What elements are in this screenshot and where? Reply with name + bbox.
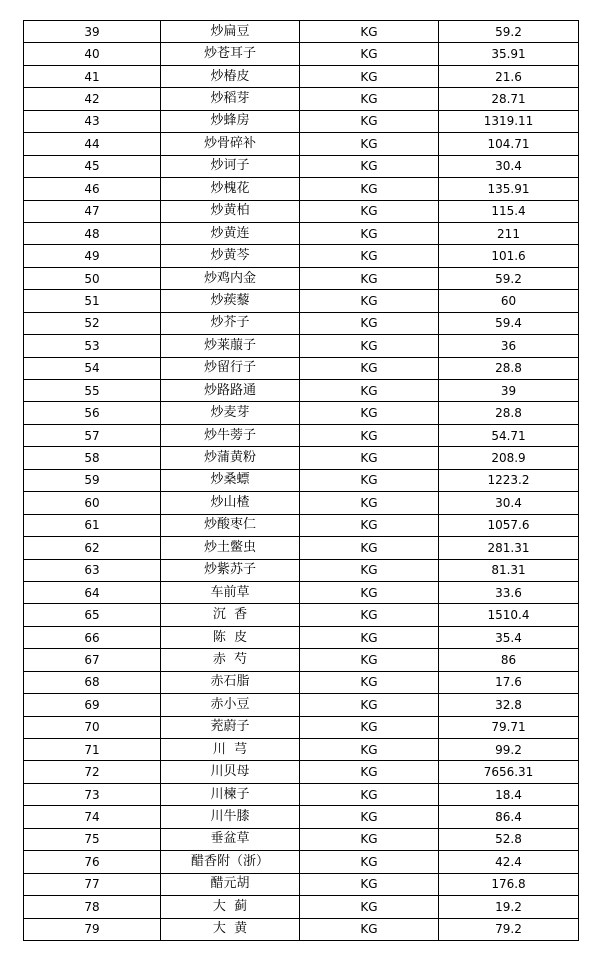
row-number-cell: 77 — [24, 873, 161, 895]
row-number-cell: 53 — [24, 335, 161, 357]
item-name-cell: 炒留行子 — [161, 357, 300, 379]
unit-cell: KG — [300, 380, 439, 402]
row-number-cell: 47 — [24, 200, 161, 222]
row-number-cell: 69 — [24, 694, 161, 716]
table-row — [24, 335, 579, 357]
price-cell: 60 — [439, 290, 579, 312]
table-row — [24, 133, 579, 155]
row-number-cell: 63 — [24, 559, 161, 581]
row-number-cell: 41 — [24, 65, 161, 87]
row-number-cell: 48 — [24, 222, 161, 244]
price-cell: 28.8 — [439, 402, 579, 424]
price-cell: 115.4 — [439, 200, 579, 222]
unit-cell: KG — [300, 783, 439, 805]
item-name-cell: 炒骨碎补 — [161, 133, 300, 155]
price-cell: 19.2 — [439, 896, 579, 918]
price-cell: 7656.31 — [439, 761, 579, 783]
item-name-cell: 川牛膝 — [161, 806, 300, 828]
price-cell: 99.2 — [439, 739, 579, 761]
row-number-cell: 72 — [24, 761, 161, 783]
unit-cell: KG — [300, 357, 439, 379]
unit-cell: KG — [300, 65, 439, 87]
item-name-cell: 赤石脂 — [161, 671, 300, 693]
item-name-cell: 川贝母 — [161, 761, 300, 783]
row-number-cell: 43 — [24, 110, 161, 132]
row-number-cell: 78 — [24, 896, 161, 918]
unit-cell: KG — [300, 469, 439, 491]
row-number-cell: 56 — [24, 402, 161, 424]
row-number-cell: 49 — [24, 245, 161, 267]
table-row — [24, 88, 579, 110]
table-row — [24, 806, 579, 828]
unit-cell: KG — [300, 806, 439, 828]
table-row — [24, 424, 579, 446]
table-row — [24, 626, 579, 648]
row-number-cell: 76 — [24, 851, 161, 873]
item-name-cell: 炒鸡内金 — [161, 267, 300, 289]
row-number-cell: 54 — [24, 357, 161, 379]
unit-cell: KG — [300, 492, 439, 514]
table-row — [24, 739, 579, 761]
price-cell: 281.31 — [439, 537, 579, 559]
item-name-cell: 炒黄芩 — [161, 245, 300, 267]
item-name-cell: 醋香附（浙） — [161, 851, 300, 873]
row-number-cell: 39 — [24, 21, 161, 43]
item-name-cell: 炒芥子 — [161, 312, 300, 334]
table-row — [24, 21, 579, 43]
item-name-cell: 炒蒲黄粉 — [161, 447, 300, 469]
row-number-cell: 66 — [24, 626, 161, 648]
row-number-cell: 73 — [24, 783, 161, 805]
table-row — [24, 828, 579, 850]
item-name-cell: 炒槐花 — [161, 178, 300, 200]
table-row — [24, 267, 579, 289]
price-cell: 1319.11 — [439, 110, 579, 132]
unit-cell: KG — [300, 694, 439, 716]
price-cell: 176.8 — [439, 873, 579, 895]
price-cell: 18.4 — [439, 783, 579, 805]
price-cell: 52.8 — [439, 828, 579, 850]
item-name-cell: 炒黄连 — [161, 222, 300, 244]
item-name-cell: 炒稻芽 — [161, 88, 300, 110]
price-cell: 39 — [439, 380, 579, 402]
price-cell: 79.2 — [439, 918, 579, 940]
unit-cell: KG — [300, 537, 439, 559]
row-number-cell: 68 — [24, 671, 161, 693]
price-cell: 59.2 — [439, 267, 579, 289]
table-row — [24, 514, 579, 536]
unit-cell: KG — [300, 178, 439, 200]
table-row — [24, 155, 579, 177]
price-cell: 208.9 — [439, 447, 579, 469]
unit-cell: KG — [300, 312, 439, 334]
price-cell: 54.71 — [439, 424, 579, 446]
unit-cell: KG — [300, 514, 439, 536]
item-name-cell: 川楝子 — [161, 783, 300, 805]
item-name-cell: 炒椿皮 — [161, 65, 300, 87]
table-row — [24, 918, 579, 940]
item-name-cell: 炒桑螵 — [161, 469, 300, 491]
unit-cell: KG — [300, 222, 439, 244]
unit-cell: KG — [300, 739, 439, 761]
unit-cell: KG — [300, 581, 439, 603]
row-number-cell: 40 — [24, 43, 161, 65]
price-cell: 28.71 — [439, 88, 579, 110]
table-row — [24, 896, 579, 918]
unit-cell: KG — [300, 267, 439, 289]
unit-cell: KG — [300, 290, 439, 312]
unit-cell: KG — [300, 21, 439, 43]
price-cell: 30.4 — [439, 155, 579, 177]
price-cell: 79.71 — [439, 716, 579, 738]
price-cell: 21.6 — [439, 65, 579, 87]
table-row — [24, 671, 579, 693]
price-cell: 36 — [439, 335, 579, 357]
table-row — [24, 851, 579, 873]
unit-cell: KG — [300, 447, 439, 469]
price-cell: 1510.4 — [439, 604, 579, 626]
price-cell: 81.31 — [439, 559, 579, 581]
unit-cell: KG — [300, 110, 439, 132]
row-number-cell: 67 — [24, 649, 161, 671]
unit-cell: KG — [300, 559, 439, 581]
table-row — [24, 245, 579, 267]
item-name-cell: 炒扁豆 — [161, 21, 300, 43]
unit-cell: KG — [300, 626, 439, 648]
row-number-cell: 71 — [24, 739, 161, 761]
item-name-cell: 大 蓟 — [161, 896, 300, 918]
row-number-cell: 42 — [24, 88, 161, 110]
unit-cell: KG — [300, 828, 439, 850]
price-table-body — [24, 21, 579, 941]
unit-cell: KG — [300, 402, 439, 424]
unit-cell: KG — [300, 896, 439, 918]
row-number-cell: 55 — [24, 380, 161, 402]
row-number-cell: 57 — [24, 424, 161, 446]
item-name-cell: 垂盆草 — [161, 828, 300, 850]
table-row — [24, 402, 579, 424]
price-cell: 32.8 — [439, 694, 579, 716]
row-number-cell: 62 — [24, 537, 161, 559]
row-number-cell: 64 — [24, 581, 161, 603]
unit-cell: KG — [300, 200, 439, 222]
unit-cell: KG — [300, 88, 439, 110]
item-name-cell: 醋元胡 — [161, 873, 300, 895]
table-row — [24, 447, 579, 469]
unit-cell: KG — [300, 761, 439, 783]
item-name-cell: 陈 皮 — [161, 626, 300, 648]
item-name-cell: 炒蒺藜 — [161, 290, 300, 312]
unit-cell: KG — [300, 873, 439, 895]
table-row — [24, 469, 579, 491]
item-name-cell: 炒苍耳子 — [161, 43, 300, 65]
unit-cell: KG — [300, 133, 439, 155]
unit-cell: KG — [300, 716, 439, 738]
price-cell: 1223.2 — [439, 469, 579, 491]
table-row — [24, 649, 579, 671]
table-row — [24, 873, 579, 895]
row-number-cell: 44 — [24, 133, 161, 155]
table-row — [24, 290, 579, 312]
item-name-cell: 炒牛蒡子 — [161, 424, 300, 446]
table-row — [24, 492, 579, 514]
row-number-cell: 51 — [24, 290, 161, 312]
row-number-cell: 46 — [24, 178, 161, 200]
item-name-cell: 大 黄 — [161, 918, 300, 940]
unit-cell: KG — [300, 335, 439, 357]
row-number-cell: 58 — [24, 447, 161, 469]
item-name-cell: 车前草 — [161, 581, 300, 603]
unit-cell: KG — [300, 671, 439, 693]
item-name-cell: 炒紫苏子 — [161, 559, 300, 581]
row-number-cell: 70 — [24, 716, 161, 738]
row-number-cell: 50 — [24, 267, 161, 289]
table-row — [24, 559, 579, 581]
unit-cell: KG — [300, 155, 439, 177]
table-row — [24, 200, 579, 222]
item-name-cell: 炒蜂房 — [161, 110, 300, 132]
unit-cell: KG — [300, 649, 439, 671]
item-name-cell: 炒酸枣仁 — [161, 514, 300, 536]
table-row — [24, 581, 579, 603]
item-name-cell: 川 芎 — [161, 739, 300, 761]
price-table — [23, 20, 579, 941]
table-row — [24, 222, 579, 244]
row-number-cell: 74 — [24, 806, 161, 828]
item-name-cell: 炒诃子 — [161, 155, 300, 177]
row-number-cell: 79 — [24, 918, 161, 940]
price-cell: 30.4 — [439, 492, 579, 514]
price-cell: 35.91 — [439, 43, 579, 65]
unit-cell: KG — [300, 918, 439, 940]
item-name-cell: 炒山楂 — [161, 492, 300, 514]
table-row — [24, 178, 579, 200]
item-name-cell: 炒莱菔子 — [161, 335, 300, 357]
row-number-cell: 75 — [24, 828, 161, 850]
item-name-cell: 沉 香 — [161, 604, 300, 626]
table-row — [24, 65, 579, 87]
price-cell: 59.2 — [439, 21, 579, 43]
table-row — [24, 783, 579, 805]
price-cell: 33.6 — [439, 581, 579, 603]
table-row — [24, 380, 579, 402]
row-number-cell: 60 — [24, 492, 161, 514]
unit-cell: KG — [300, 43, 439, 65]
item-name-cell: 赤小豆 — [161, 694, 300, 716]
row-number-cell: 65 — [24, 604, 161, 626]
price-cell: 28.8 — [439, 357, 579, 379]
price-cell: 17.6 — [439, 671, 579, 693]
row-number-cell: 45 — [24, 155, 161, 177]
price-cell: 211 — [439, 222, 579, 244]
table-row — [24, 604, 579, 626]
table-row — [24, 761, 579, 783]
unit-cell: KG — [300, 851, 439, 873]
price-cell: 86.4 — [439, 806, 579, 828]
item-name-cell: 炒黄柏 — [161, 200, 300, 222]
price-cell: 59.4 — [439, 312, 579, 334]
unit-cell: KG — [300, 424, 439, 446]
row-number-cell: 52 — [24, 312, 161, 334]
item-name-cell: 茺蔚子 — [161, 716, 300, 738]
price-cell: 135.91 — [439, 178, 579, 200]
unit-cell: KG — [300, 604, 439, 626]
table-row — [24, 357, 579, 379]
table-row — [24, 694, 579, 716]
item-name-cell: 炒土鳖虫 — [161, 537, 300, 559]
price-cell: 101.6 — [439, 245, 579, 267]
price-cell: 42.4 — [439, 851, 579, 873]
row-number-cell: 61 — [24, 514, 161, 536]
price-cell: 104.71 — [439, 133, 579, 155]
table-row — [24, 312, 579, 334]
price-cell: 35.4 — [439, 626, 579, 648]
item-name-cell: 炒路路通 — [161, 380, 300, 402]
row-number-cell: 59 — [24, 469, 161, 491]
item-name-cell: 炒麦芽 — [161, 402, 300, 424]
table-row — [24, 43, 579, 65]
price-cell: 86 — [439, 649, 579, 671]
table-row — [24, 716, 579, 738]
table-row — [24, 110, 579, 132]
price-cell: 1057.6 — [439, 514, 579, 536]
table-row — [24, 537, 579, 559]
unit-cell: KG — [300, 245, 439, 267]
item-name-cell: 赤 芍 — [161, 649, 300, 671]
